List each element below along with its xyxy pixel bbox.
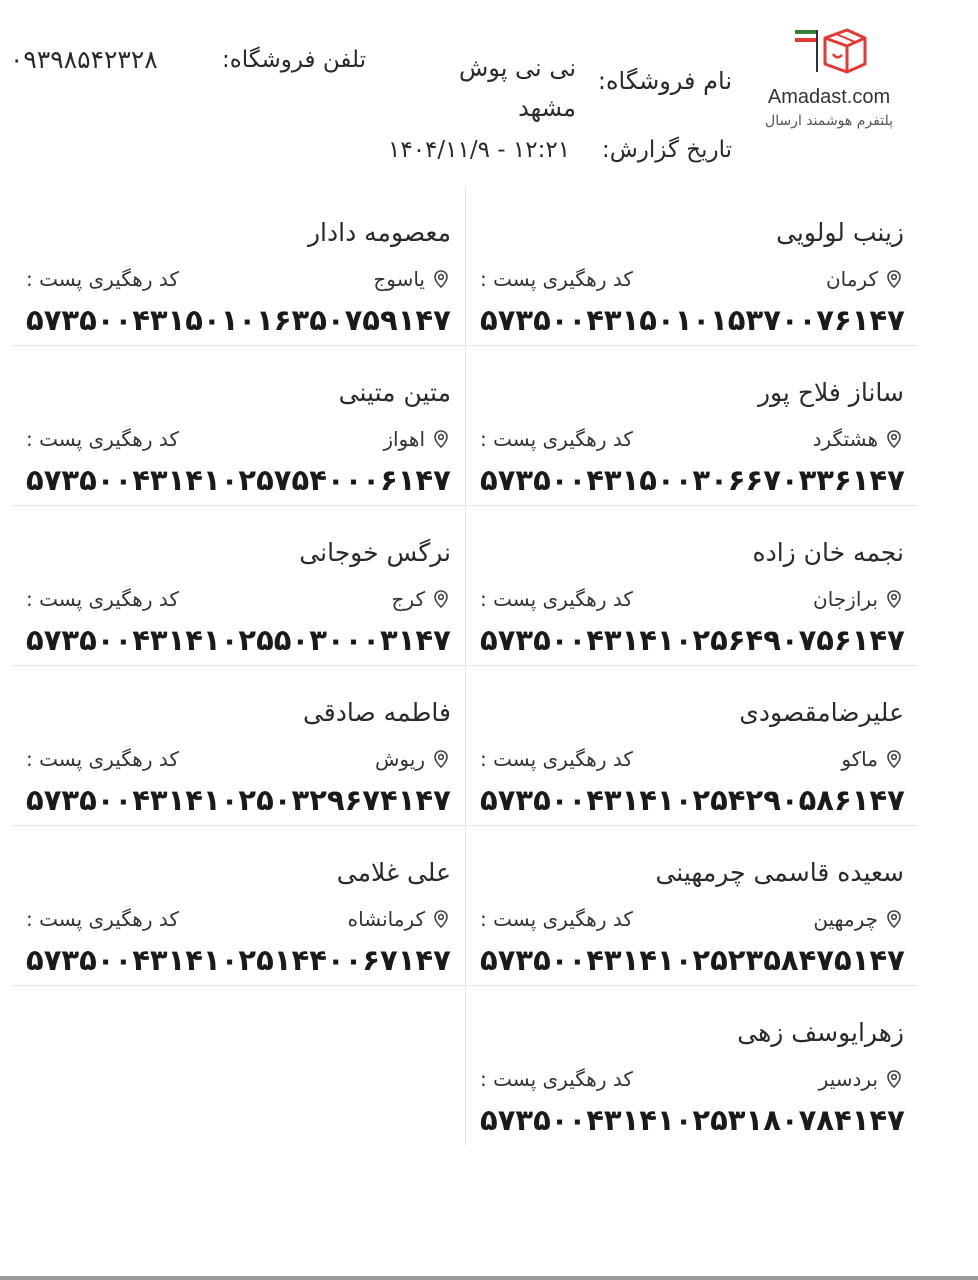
recipient-city xyxy=(375,747,451,771)
recipient-name: فاطمه صادقی xyxy=(302,698,451,727)
tracking-code-label: کد رهگیری پست : xyxy=(26,267,179,291)
recipient-city xyxy=(348,907,451,931)
recipient-name: علیرضامقصودی xyxy=(739,698,904,727)
order-card xyxy=(12,666,465,826)
city-name: برازجان xyxy=(813,587,878,611)
tracking-code: ۵۷۳۵۰۰۴۳۱۵۰۱۰۱۵۳۷۰۰۷۶۱۴۷ xyxy=(480,303,905,337)
recipient-city xyxy=(813,427,904,451)
recipient-name: نجمه خان زاده xyxy=(752,538,904,567)
map-pin-icon xyxy=(884,1069,904,1089)
map-pin-icon xyxy=(884,589,904,609)
recipient-name: ساناز فلاح پور xyxy=(757,378,904,407)
site-name: Amadast.com xyxy=(767,86,891,108)
recipient-city xyxy=(392,587,451,611)
tracking-code: ۵۷۳۵۰۰۴۳۱۵۰۱۰۱۶۳۵۰۷۵۹۱۴۷ xyxy=(26,303,451,337)
map-pin-icon xyxy=(431,269,451,289)
tracking-code-label: کد رهگیری پست : xyxy=(480,907,633,931)
city-name: کرمانشاه xyxy=(347,907,425,931)
recipient-name: معصومه دادار xyxy=(307,218,451,247)
tracking-code-label: کد رهگیری پست : xyxy=(480,1067,633,1091)
amadast-box-logo-icon xyxy=(789,24,869,80)
tracking-code-label: کد رهگیری پست : xyxy=(480,267,633,291)
order-card xyxy=(465,186,918,346)
recipient-city xyxy=(826,267,904,291)
page-bottom-border xyxy=(0,1276,978,1280)
store-phone-label: تلفن فروشگاه: xyxy=(221,47,366,73)
tracking-code-label: کد رهگیری پست : xyxy=(480,427,633,451)
recipient-city xyxy=(383,427,451,451)
order-card xyxy=(12,506,465,666)
city-name: کرمان xyxy=(825,267,878,291)
store-name: نی نی پوش مشهد xyxy=(459,54,576,122)
map-pin-icon xyxy=(884,429,904,449)
city-name: ماکو xyxy=(841,747,878,771)
tracking-code: ۵۷۳۵۰۰۴۳۱۴۱۰۲۵۲۳۵۸۴۷۵۱۴۷ xyxy=(480,943,905,977)
order-card xyxy=(12,826,465,986)
recipient-name: سعیده قاسمی چرمهینی xyxy=(655,858,904,887)
order-card xyxy=(12,346,465,506)
city-name: ریوش xyxy=(375,747,425,771)
tracking-code-label: کد رهگیری پست : xyxy=(26,747,179,771)
recipient-name: علی غلامی xyxy=(336,858,451,887)
recipient-city xyxy=(373,267,451,291)
order-card xyxy=(465,826,918,986)
tracking-code-label: کد رهگیری پست : xyxy=(26,427,179,451)
recipient-city xyxy=(819,1067,904,1091)
tracking-code-label: کد رهگیری پست : xyxy=(26,907,179,931)
map-pin-icon xyxy=(431,429,451,449)
map-pin-icon xyxy=(431,589,451,609)
tracking-code-label: کد رهگیری پست : xyxy=(480,747,633,771)
map-pin-icon xyxy=(884,909,904,929)
tracking-code: ۵۷۳۵۰۰۴۳۱۴۱۰۲۵۳۱۸۰۷۸۴۱۴۷ xyxy=(480,1103,905,1137)
recipient-name: نرگس خوجانی xyxy=(299,538,451,567)
store-phone: ۰۹۳۹۸۵۴۲۳۲۸ xyxy=(10,45,158,74)
tracking-code: ۵۷۳۵۰۰۴۳۱۴۱۰۲۵۰۳۲۹۶۷۴۱۴۷ xyxy=(26,783,451,817)
order-card xyxy=(465,506,918,666)
map-pin-icon xyxy=(431,749,451,769)
map-pin-icon xyxy=(884,269,904,289)
city-name: یاسوج xyxy=(373,267,425,291)
recipient-city xyxy=(841,747,904,771)
report-header xyxy=(0,0,978,185)
recipient-name: زینب لولویی xyxy=(776,218,904,247)
tracking-code-label: کد رهگیری پست : xyxy=(26,587,179,611)
city-name: چرمهین xyxy=(813,907,878,931)
city-name: هشتگرد xyxy=(812,427,878,451)
tracking-code: ۵۷۳۵۰۰۴۳۱۴۱۰۲۵۶۴۹۰۷۵۶۱۴۷ xyxy=(480,623,905,657)
report-date: ۱۴۰۴/۱۱/۹ - ۱۲:۲۱ xyxy=(388,137,571,163)
city-name: کرج xyxy=(391,587,425,611)
recipient-city xyxy=(813,907,904,931)
city-name: اهواز xyxy=(383,427,425,451)
order-card xyxy=(465,986,918,1146)
map-pin-icon xyxy=(431,909,451,929)
order-card xyxy=(465,666,918,826)
site-tagline: پلتفرم هوشمند ارسال xyxy=(765,113,893,129)
tracking-code: ۵۷۳۵۰۰۴۳۱۴۱۰۲۵۴۲۹۰۵۸۶۱۴۷ xyxy=(480,783,905,817)
amadast-logo xyxy=(748,24,910,129)
map-pin-icon xyxy=(884,749,904,769)
report-date-label: تاریخ گزارش: xyxy=(601,137,732,163)
store-name-label: نام فروشگاه: xyxy=(597,67,732,95)
tracking-code: ۵۷۳۵۰۰۴۳۱۴۱۰۲۵۵۰۳۰۰۰۳۱۴۷ xyxy=(26,623,451,657)
tracking-code: ۵۷۳۵۰۰۴۳۱۴۱۰۲۵۷۵۴۰۰۰۶۱۴۷ xyxy=(26,463,451,497)
tracking-code: ۵۷۳۵۰۰۴۳۱۴۱۰۲۵۱۴۴۰۰۶۷۱۴۷ xyxy=(26,943,451,977)
order-card xyxy=(12,186,465,346)
recipient-name: زهرایوسف زهی xyxy=(737,1018,904,1047)
tracking-code: ۵۷۳۵۰۰۴۳۱۵۰۰۳۰۶۶۷۰۳۳۶۱۴۷ xyxy=(480,463,905,497)
order-card xyxy=(465,346,918,506)
recipient-city xyxy=(813,587,904,611)
recipient-name: متین متینی xyxy=(338,378,451,407)
tracking-code-label: کد رهگیری پست : xyxy=(480,587,633,611)
city-name: بردسیر xyxy=(818,1067,878,1091)
